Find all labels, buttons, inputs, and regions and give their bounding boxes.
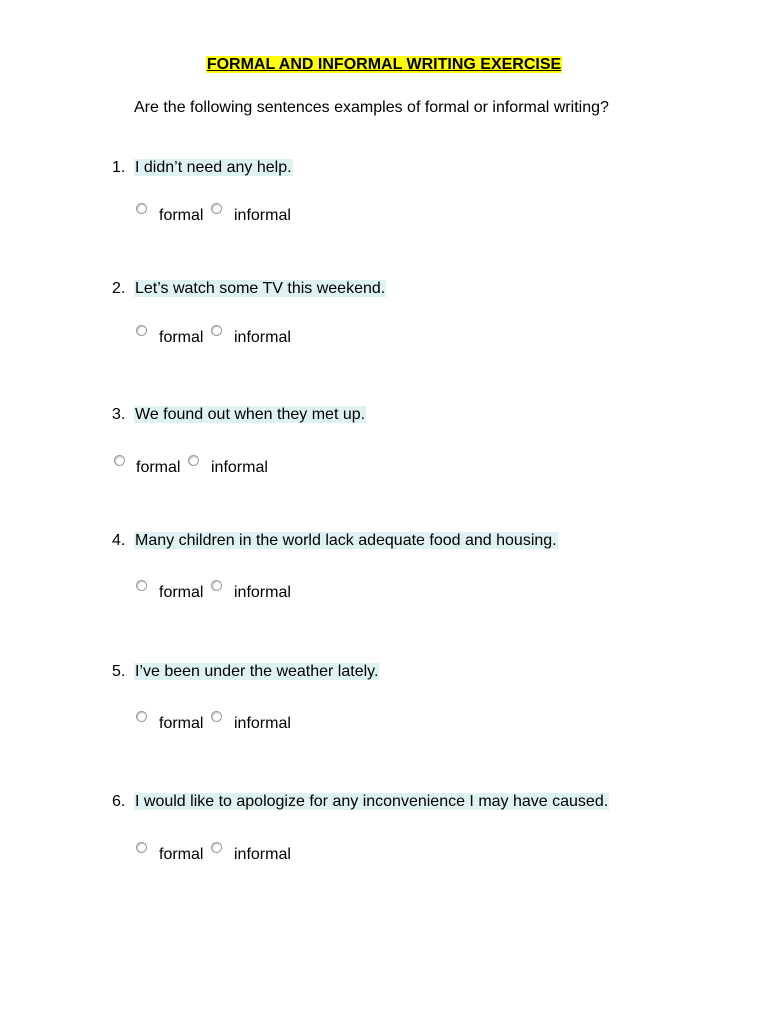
question-number: 5. <box>112 663 126 680</box>
formal-label[interactable]: formal <box>136 459 181 476</box>
question-number: 1. <box>112 159 126 176</box>
informal-label[interactable]: informal <box>234 329 291 346</box>
formal-label[interactable]: formal <box>159 715 204 732</box>
formal-radio[interactable] <box>136 580 147 591</box>
question-text: Let’s watch some TV this weekend. <box>135 280 386 297</box>
formal-radio[interactable] <box>136 842 147 853</box>
question-text: I didn’t need any help. <box>135 159 292 176</box>
question-number: 6. <box>112 793 126 810</box>
informal-label[interactable]: informal <box>234 846 291 863</box>
informal-radio[interactable] <box>211 325 222 336</box>
informal-label[interactable]: informal <box>234 207 291 224</box>
informal-label[interactable]: informal <box>234 715 291 732</box>
formal-radio[interactable] <box>136 711 147 722</box>
informal-radio[interactable] <box>211 842 222 853</box>
question-text: We found out when they met up. <box>135 406 366 423</box>
informal-radio[interactable] <box>188 455 199 466</box>
informal-radio[interactable] <box>211 203 222 214</box>
question-text: Many children in the world lack adequate food and housing. <box>135 532 557 549</box>
formal-label[interactable]: formal <box>159 329 204 346</box>
worksheet-title <box>0 54 768 76</box>
informal-radio[interactable] <box>211 580 222 591</box>
formal-radio[interactable] <box>136 203 147 214</box>
informal-label[interactable]: informal <box>211 459 268 476</box>
question-text: I would like to apologize for any inconvenience I may have caused. <box>135 793 609 810</box>
formal-radio[interactable] <box>136 325 147 336</box>
question-number: 3. <box>112 406 126 423</box>
question-text: I’ve been under the weather lately. <box>135 663 379 680</box>
formal-label[interactable]: formal <box>159 584 204 601</box>
question-number: 2. <box>112 280 126 297</box>
instructions: Are the following sentences examples of formal or informal writing? <box>134 99 609 116</box>
formal-label[interactable]: formal <box>159 207 204 224</box>
formal-radio[interactable] <box>114 455 125 466</box>
informal-radio[interactable] <box>211 711 222 722</box>
question-number: 4. <box>112 532 126 549</box>
informal-label[interactable]: informal <box>234 584 291 601</box>
formal-label[interactable]: formal <box>159 846 204 863</box>
worksheet-title-text: FORMAL AND INFORMAL WRITING EXERCISE <box>206 56 562 73</box>
